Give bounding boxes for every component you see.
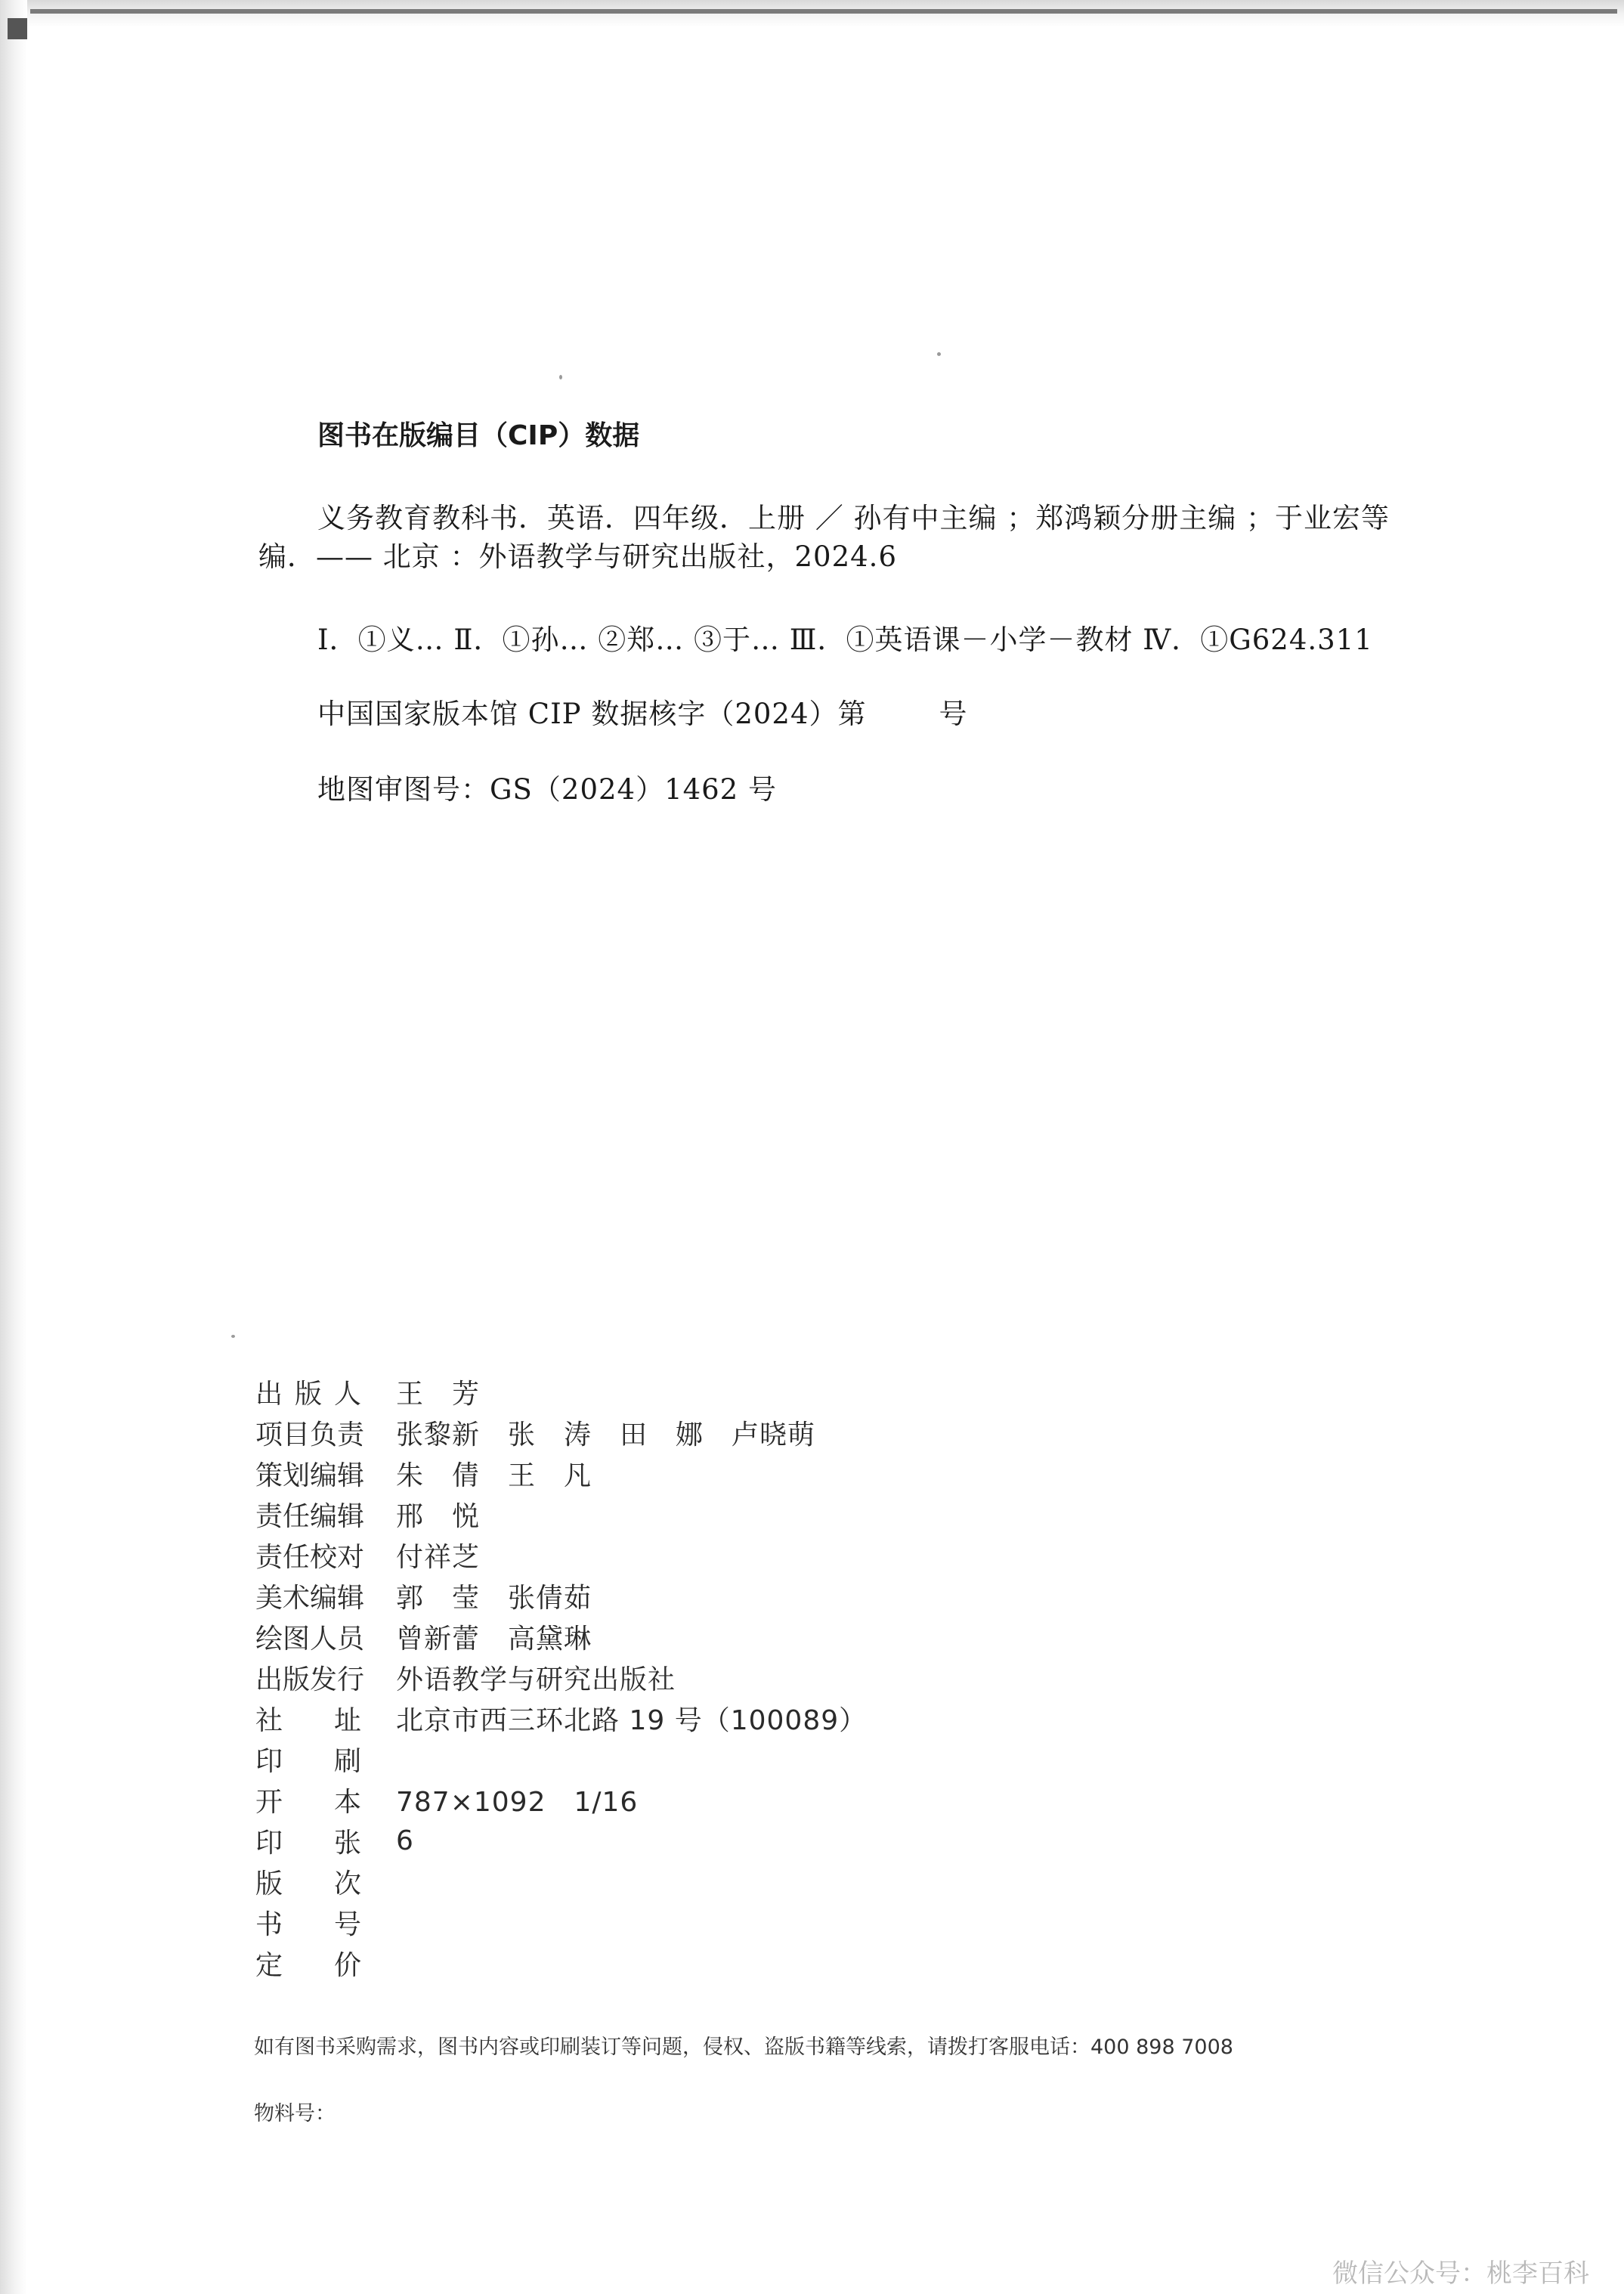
credit-value: 张黎新 张 涛 田 娜 卢晓萌: [396, 1419, 816, 1450]
cip-verification-suffix: 号: [939, 698, 968, 730]
scan-speck: [559, 375, 562, 379]
scan-speck: [937, 352, 941, 356]
map-approval-number: 地图审图号：GS（2024）1462 号: [317, 773, 777, 806]
material-number-label: 物料号：: [254, 2102, 336, 2125]
credit-label: 印 刷: [255, 1745, 361, 1777]
credit-value: 王 芳: [396, 1378, 481, 1410]
credit-label: 责 任 编 辑: [255, 1500, 365, 1532]
credit-label: 策 划 编 辑: [255, 1460, 365, 1491]
watermark: 微信公众号：桃李百科: [1332, 2258, 1589, 2289]
scan-shadow-top: [0, 0, 1624, 27]
credit-label: 出 版 人: [255, 1378, 361, 1410]
credit-label: 开 本: [255, 1786, 361, 1818]
credit-row: [255, 1494, 867, 1534]
credit-row: [255, 1575, 867, 1616]
credit-row: [255, 1412, 867, 1453]
credit-row: [255, 1861, 867, 1902]
credit-value: 北京市西三环北路 19 号（100089）: [396, 1704, 868, 1736]
credit-label: 责 任 校 对: [255, 1541, 365, 1573]
credit-row: [255, 1657, 867, 1698]
credit-row: [255, 1616, 867, 1657]
cip-classification: Ⅰ．①义… Ⅱ．①孙… ②郑… ③于… Ⅲ．①英语课－小学－教材 Ⅳ．①G624.311: [317, 624, 1373, 656]
credit-row: [255, 1902, 867, 1943]
cip-verification: [317, 691, 968, 732]
credit-label: 印 张: [255, 1827, 361, 1859]
credit-label: 美 术 编 辑: [255, 1582, 365, 1614]
credit-row: [255, 1943, 867, 1983]
scan-speck: [231, 1335, 235, 1338]
credit-label: 社 址: [255, 1704, 361, 1736]
credit-row: [255, 1779, 867, 1820]
credit-row: [255, 1453, 867, 1494]
credit-row: [255, 1534, 867, 1575]
credit-label: 绘 图 人 员: [255, 1623, 365, 1655]
cip-description: 义务教育教科书．英语．四年级．上册 ／ 孙有中主编 ；郑鸿颖分册主编 ；于业宏等编．—— 北京 ：外语教学与研究出版社，2024.6: [258, 502, 1390, 573]
customer-service-notice: 如有图书采购需求，图书内容或印刷装订等问题，侵权、盗版书籍等线索，请拨打客服电话：400 898 7008: [254, 2035, 1233, 2059]
credit-row: [255, 1698, 867, 1738]
credit-value: 外语教学与研究出版社: [396, 1664, 676, 1695]
scan-edge-left: [0, 0, 27, 2294]
scan-top-line: [30, 9, 1617, 14]
credit-label: 书 号: [255, 1909, 361, 1940]
cip-verification-prefix: 中国国家版本馆 CIP 数据核字（2024）第: [317, 698, 867, 730]
credit-row: [255, 1738, 867, 1779]
credit-value: 曾新蕾 高黛琳: [396, 1623, 592, 1655]
credit-label: 项 目 负 责: [255, 1419, 365, 1450]
credit-value: 6: [396, 1825, 414, 1856]
scan-corner-mark: [8, 18, 27, 39]
credit-label: 出 版 发 行: [255, 1664, 365, 1695]
credits-table: [255, 1371, 867, 1983]
credit-value: 朱 倩 王 凡: [396, 1460, 592, 1491]
credit-label: 定 价: [255, 1949, 361, 1981]
credit-label: 版 次: [255, 1868, 361, 1899]
credit-value: 付祥芝: [396, 1541, 481, 1573]
credit-value: 787×1092 1/16: [396, 1786, 639, 1818]
credit-row: [255, 1371, 867, 1412]
cip-title: 图书在版编目（CIP）数据: [317, 420, 640, 451]
credit-row: [255, 1820, 867, 1861]
credit-value: 邢 悦: [396, 1500, 481, 1532]
credit-value: 郭 莹 张倩茹: [396, 1582, 592, 1614]
